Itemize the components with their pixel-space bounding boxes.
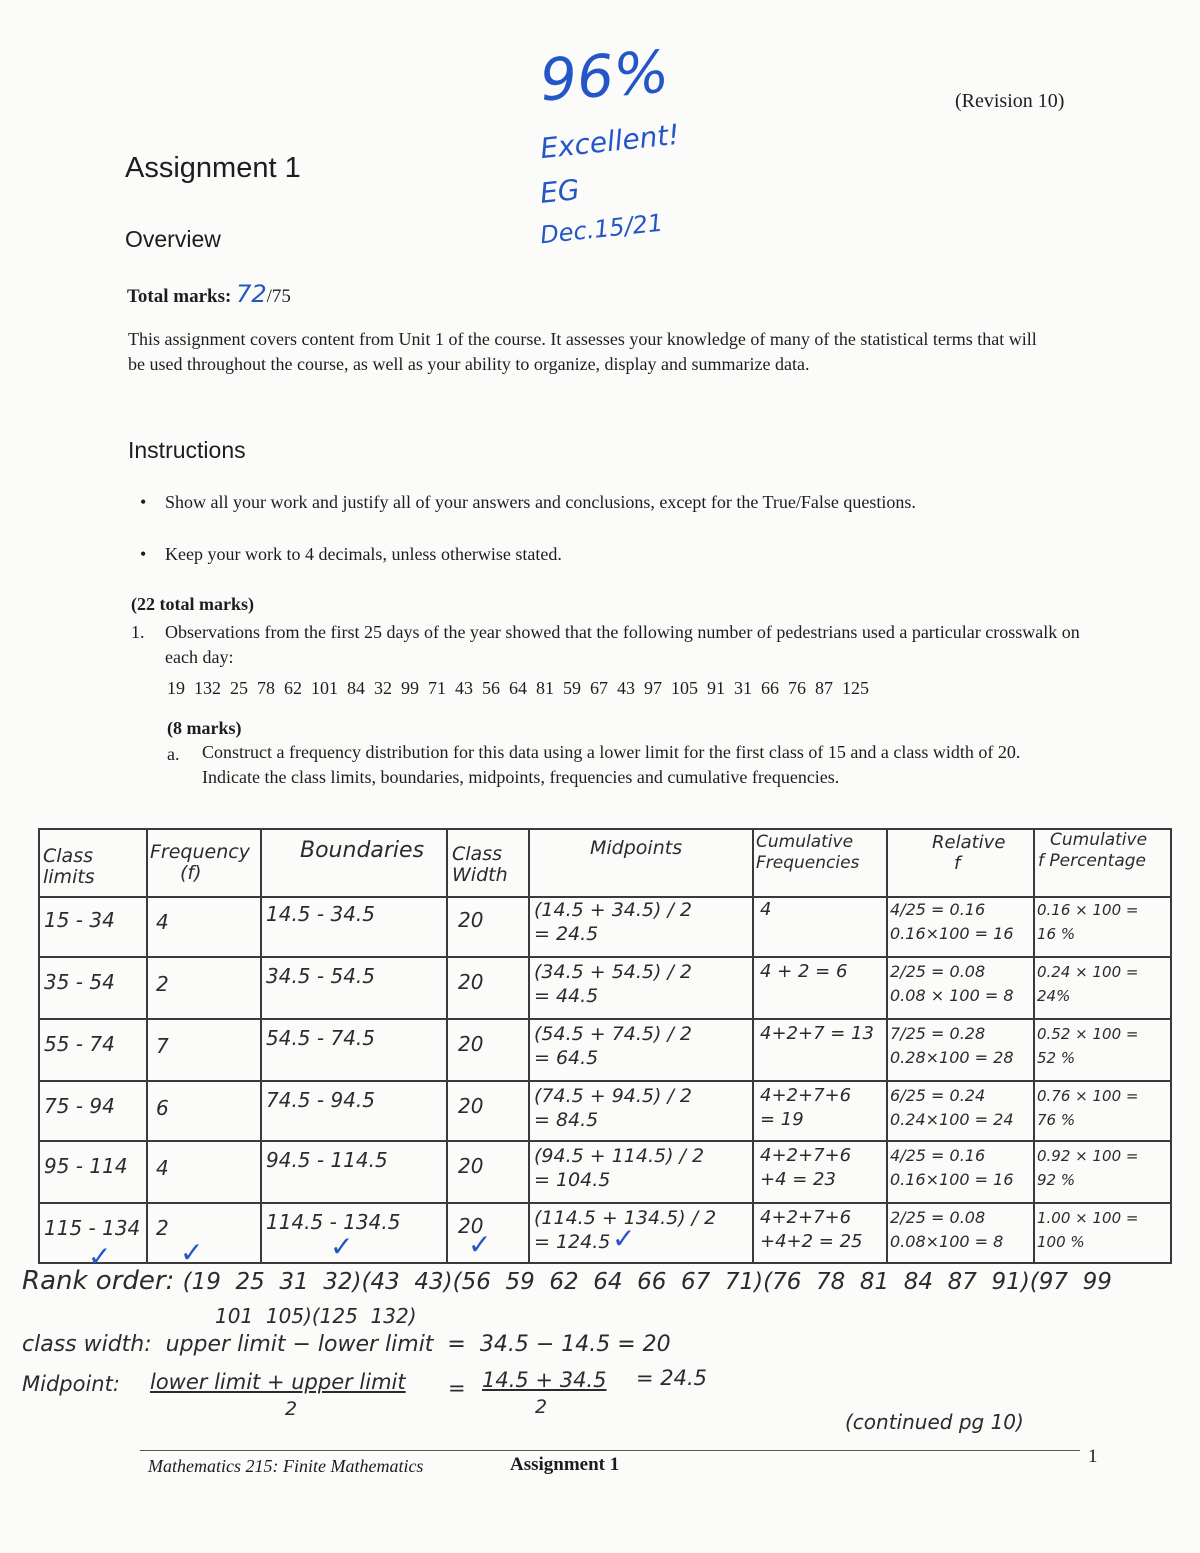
cell-class-limits: 15 - 34 (44, 908, 115, 932)
check-mark-icon: ✓ (612, 1222, 636, 1255)
total-marks (127, 280, 291, 308)
check-mark-icon: ✓ (88, 1240, 112, 1273)
page-number: 1 (1088, 1446, 1098, 1467)
instruction-item: Show all your work and justify all of your answers and conclusions, except for the True/False questions. (165, 492, 916, 512)
check-mark-icon: ✓ (180, 1236, 204, 1269)
cell-cumulative-frequency: 4+2+7+6 +4+2 = 25 (760, 1207, 863, 1252)
cell-class-limits: 75 - 94 (44, 1094, 115, 1118)
question-marks: (22 total marks) (131, 594, 254, 614)
cell-boundaries: 114.5 - 134.5 (266, 1210, 401, 1234)
check-mark-icon: ✓ (330, 1230, 354, 1263)
cell-frequency: 7 (156, 1034, 169, 1058)
grader-initials: EG (538, 173, 582, 210)
cell-relative-f: 2/25 = 0.08 0.08 × 100 = 8 (890, 962, 1014, 1005)
midpoint-denominator: 2 (285, 1398, 298, 1420)
cell-frequency: 2 (156, 1216, 169, 1240)
cell-class-limits: 95 - 114 (44, 1154, 128, 1178)
cell-boundaries: 34.5 - 54.5 (266, 964, 375, 988)
cell-cumulative-frequency: 4+2+7 = 13 (760, 1023, 874, 1044)
cell-class-limits: 55 - 74 (44, 1032, 115, 1056)
midpoint-numerator: lower limit + upper limit (150, 1370, 406, 1394)
question-data: 19 132 25 78 62 101 84 32 99 71 43 56 64 81 59 67 43 97 105 91 31 66 76 87 125 (167, 678, 869, 698)
rank-order-continued: 101 105)(125 132) (215, 1304, 417, 1328)
cell-relative-f: 7/25 = 0.28 0.28×100 = 28 (890, 1024, 1014, 1067)
cell-frequency: 4 (156, 910, 169, 934)
cell-frequency: 4 (156, 1156, 169, 1180)
cell-cumulative-frequency: 4 (760, 899, 772, 920)
revision-label: (Revision 10) (955, 90, 1065, 112)
part-marks: (8 marks) (167, 718, 242, 738)
cell-midpoint: (94.5 + 114.5) / 2 = 104.5 (534, 1145, 705, 1191)
midpoint-example-numerator: 14.5 + 34.5 (482, 1368, 607, 1392)
cell-boundaries: 54.5 - 74.5 (266, 1026, 375, 1050)
overview-heading: Overview (125, 226, 221, 252)
page-title: Assignment 1 (125, 152, 301, 184)
instructions-heading: Instructions (128, 437, 246, 463)
marks-total: /75 (266, 286, 291, 307)
header-class-limits: Class limits (43, 846, 95, 888)
cell-class-width: 20 (458, 908, 484, 932)
cell-midpoint: (74.5 + 94.5) / 2 = 84.5 (534, 1085, 693, 1131)
midpoint-result: = 24.5 (636, 1366, 708, 1390)
cell-class-width: 20 (458, 1032, 484, 1056)
cell-cumulative-percentage: 0.16 × 100 = 16 % (1037, 901, 1139, 943)
footer-divider (140, 1450, 1080, 1451)
cell-cumulative-percentage: 1.00 × 100 = 100 % (1037, 1209, 1139, 1251)
header-cumulative-frequencies: Cumulative Frequencies (756, 832, 860, 873)
class-width-formula: class width: upper limit − lower limit = 34.5 − 14.5 = 20 (22, 1332, 671, 1357)
bullet-icon: • (140, 544, 147, 564)
cell-cumulative-frequency: 4+2+7+6 +4 = 23 (760, 1145, 852, 1190)
cell-frequency: 6 (156, 1096, 169, 1120)
header-cumulative-percentage: Cumulative f Percentage (1038, 830, 1148, 871)
header-midpoints: Midpoints (590, 838, 683, 859)
rank-order (22, 1266, 1112, 1296)
footer-assignment: Assignment 1 (510, 1454, 620, 1475)
cell-cumulative-percentage: 0.92 × 100 = 92 % (1037, 1147, 1139, 1189)
cell-cumulative-percentage: 0.52 × 100 = 52 % (1037, 1025, 1139, 1067)
header-frequency: Frequency (f) (150, 842, 250, 884)
cell-cumulative-frequency: 4 + 2 = 6 (760, 961, 848, 982)
cell-relative-f: 4/25 = 0.16 0.16×100 = 16 (890, 900, 1014, 943)
cell-boundaries: 74.5 - 94.5 (266, 1088, 375, 1112)
cell-relative-f: 6/25 = 0.24 0.24×100 = 24 (890, 1086, 1014, 1129)
midpoint-example-denominator: 2 (535, 1396, 548, 1418)
frequency-table (38, 828, 1172, 1264)
part-label: a. (167, 744, 180, 764)
cell-midpoint: (54.5 + 74.5) / 2 = 64.5 (534, 1023, 693, 1069)
part-text: Construct a frequency distribution for this data using a lower limit for the first class of 15 and a class width of 20. Indicate the class limits, boundaries, midpoints, frequencies and cumulative frequencies. (202, 742, 1021, 787)
grade-date: Dec.15/21 (538, 208, 665, 250)
cell-relative-f: 4/25 = 0.16 0.16×100 = 16 (890, 1146, 1014, 1189)
bullet-icon: • (140, 492, 147, 512)
cell-cumulative-percentage: 0.76 × 100 = 76 % (1037, 1087, 1139, 1129)
marks-awarded: 72 (236, 280, 267, 308)
cell-midpoint: (34.5 + 54.5) / 2 = 44.5 (534, 961, 693, 1007)
rank-order-label: Rank order: (22, 1266, 175, 1296)
question-number: 1. (131, 622, 145, 642)
cell-cumulative-percentage: 0.24 × 100 = 24% (1037, 963, 1139, 1005)
cell-class-width: 20 (458, 970, 484, 994)
cell-class-width: 20 (458, 1154, 484, 1178)
cell-boundaries: 14.5 - 34.5 (266, 902, 375, 926)
cell-class-width: 20 (458, 1094, 484, 1118)
cell-boundaries: 94.5 - 114.5 (266, 1148, 388, 1172)
question-text: Observations from the first 25 days of the year showed that the following number of pedestrians used a particular crosswalk on each day: (165, 622, 1080, 667)
grade-comment: Excellent! (538, 117, 681, 166)
header-class-width: Class Width (452, 844, 508, 886)
instruction-item: Keep your work to 4 decimals, unless otherwise stated. (165, 544, 562, 564)
midpoint-label: Midpoint: (22, 1372, 120, 1396)
cell-class-limits: 115 - 134 (44, 1216, 141, 1240)
cell-midpoint: (114.5 + 134.5) / 2 = 124.5 (534, 1207, 717, 1253)
cell-cumulative-frequency: 4+2+7+6 = 19 (760, 1085, 852, 1130)
overview-description: This assignment covers content from Unit 1 of the course. It assesses your knowledge of many of the statistical terms that will be used throughout the course, as well as your ability to organize, display and summarize data. (128, 329, 1037, 374)
header-boundaries: Boundaries (300, 840, 425, 861)
cell-midpoint: (14.5 + 34.5) / 2 = 24.5 (534, 899, 693, 945)
header-relative-f: Relative f (932, 832, 1006, 874)
rank-order-values: (19 25 31 32)(43 43)(56 59 62 64 66 67 71)(76 78 81 84 87 91)(97 99 (182, 1269, 1112, 1295)
cell-frequency: 2 (156, 972, 169, 996)
cell-class-limits: 35 - 54 (44, 970, 115, 994)
check-mark-icon: ✓ (468, 1228, 492, 1261)
midpoint-equals: = (448, 1376, 466, 1400)
total-marks-label: Total marks: (127, 286, 232, 307)
continued-note: (continued pg 10) (845, 1410, 1024, 1434)
grade-mark: 96% (537, 37, 672, 115)
footer-course: Mathematics 215: Finite Mathematics (148, 1456, 424, 1476)
cell-class-width: 20 (458, 1214, 484, 1238)
cell-relative-f: 2/25 = 0.08 0.08×100 = 8 (890, 1208, 1004, 1251)
